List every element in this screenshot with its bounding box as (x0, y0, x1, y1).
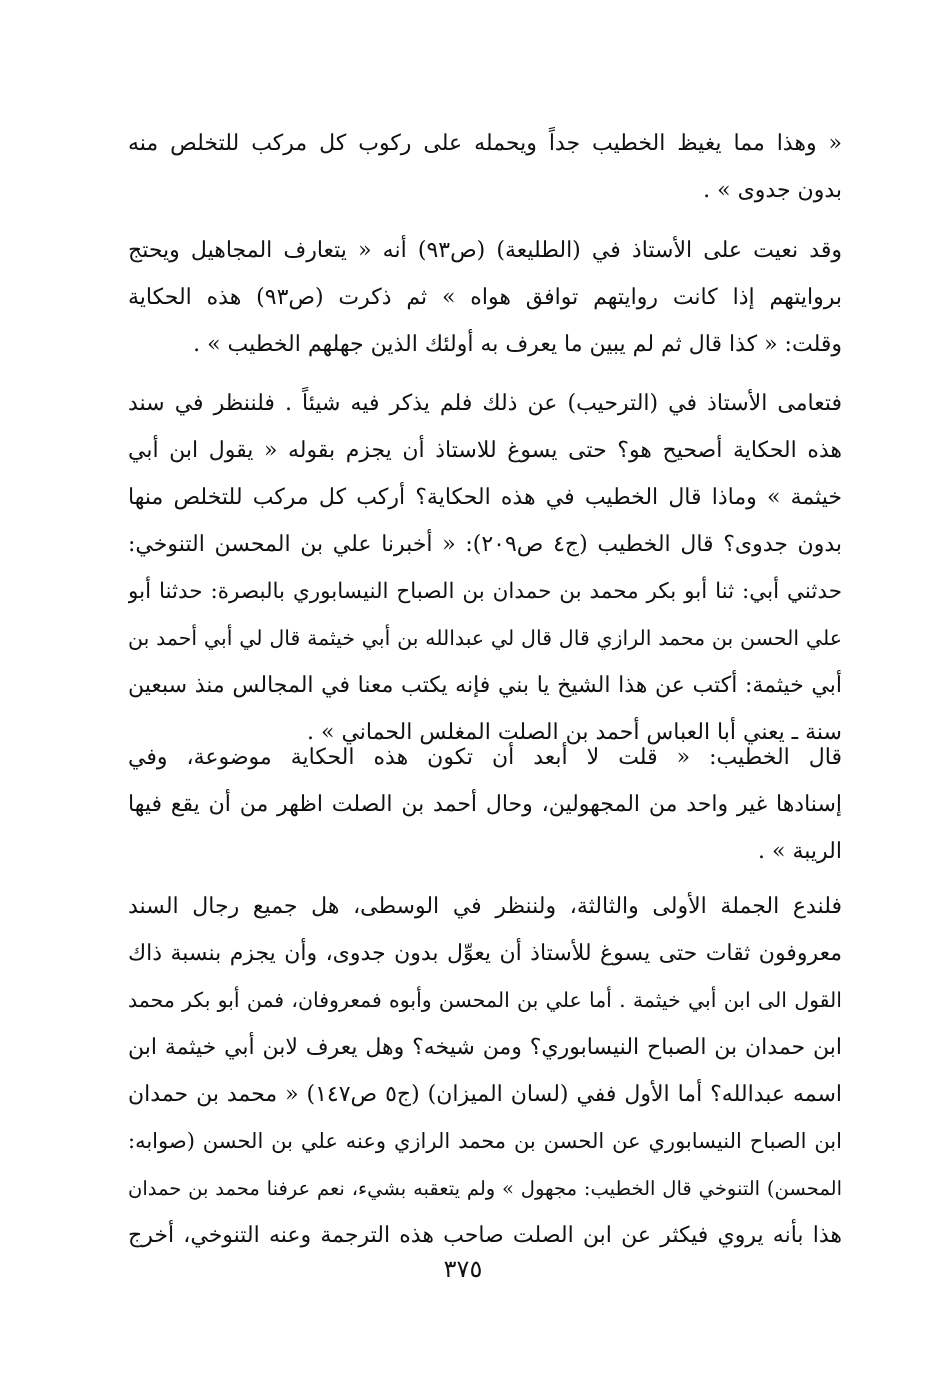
paragraph-2 (128, 227, 842, 368)
text-line: فتعامى الأستاذ في (الترحيب) عن ذلك فلم يذكر فيه شيئاً . فلننظر في سند (128, 391, 842, 416)
text-line: معروفون ثقات حتى يسوغ للأستاذ أن يعوِّل بدون جدوى، وأن يجزم بنسبة ذاك (128, 941, 842, 966)
text-line: بروايتهم إذا كانت روايتهم توافق هواه » ثم ذكرت (ص٩٣) هذه الحكاية (128, 285, 842, 310)
text-line: الريبة » . (758, 839, 842, 864)
text-line: اسمه عبدالله؟ أما الأول ففي (لسان الميزان) (ج٥ ص١٤٧) « محمد بن حمدان (128, 1082, 842, 1107)
text-line: قال الخطيب: « قلت لا أبعد أن تكون هذه الحكاية موضوعة، وفي (128, 745, 842, 770)
text-line: إسنادها غير واحد من المجهولين، وحال أحمد بن الصلت اظهر من أن يقع فيها (128, 792, 842, 817)
paragraph-5 (128, 883, 842, 1259)
text-line: القول الى ابن أبي خيثمة . أما علي بن المحسن وأبوه فمعروفان، فمن أبو بكر محمد (128, 988, 842, 1012)
text-line: بدون جدوى » . (703, 178, 842, 203)
text-line: ابن الصباح النيسابوري عن الحسن بن محمد الرازي وعنه علي بن الحسن (صوابه: (128, 1129, 842, 1153)
text-line: هذه الحكاية أصحيح هو؟ حتى يسوغ للاستاذ أن يجزم بقوله « يقول ابن أبي (128, 438, 842, 463)
page-number: ٣٧٥ (443, 1255, 483, 1283)
text-line: فلندع الجملة الأولى والثالثة، ولننظر في الوسطى، هل جميع رجال السند (128, 894, 842, 919)
text-line: بدون جدوى؟ قال الخطيب (ج٤ ص٢٠٩): « أخبرنا علي بن المحسن التنوخي: (128, 532, 842, 557)
paragraph-1 (128, 120, 842, 214)
text-line: سنة ـ يعني أبا العباس أحمد بن الصلت المغلس الحماني » . (307, 720, 842, 745)
text-line: وقد نعيت على الأستاذ في (الطليعة) (ص٩٣) أنه « يتعارف المجاهيل ويحتج (128, 238, 842, 263)
text-line: « وهذا مما يغيظ الخطيب جداً ويحمله على ركوب كل مركب للتخلص منه (128, 131, 842, 156)
text-line: هذا بأنه يروي فيكثر عن ابن الصلت صاحب هذه الترجمة وعنه التنوخي، أخرج (128, 1223, 842, 1248)
text-line: حدثني أبي: ثنا أبو بكر محمد بن حمدان بن الصباح النيسابوري بالبصرة: حدثنا أبو (128, 579, 842, 604)
text-line: ابن حمدان بن الصباح النيسابوري؟ ومن شيخه؟ وهل يعرف لابن أبي خيثمة ابن (128, 1035, 842, 1060)
paragraph-3 (128, 380, 842, 756)
text-line: خيثمة » وماذا قال الخطيب في هذه الحكاية؟ أركب كل مركب للتخلص منها (128, 485, 842, 510)
text-line: أبي خيثمة: أكتب عن هذا الشيخ يا بني فإنه يكتب معنا في المجالس منذ سبعين (128, 673, 842, 698)
text-line: علي الحسن بن محمد الرازي قال قال لي عبدالله بن أبي خيثمة قال لي أبي أحمد بن (128, 626, 842, 650)
paragraph-4 (128, 734, 842, 875)
text-line: وقلت: « كذا قال ثم لم يبين ما يعرف به أولئك الذين جهلهم الخطيب » . (193, 332, 842, 357)
text-line: المحسن) التنوخي قال الخطيب: مجهول » ولم يتعقبه بشيء، نعم عرفنا محمد بن حمدان (128, 1177, 842, 1200)
